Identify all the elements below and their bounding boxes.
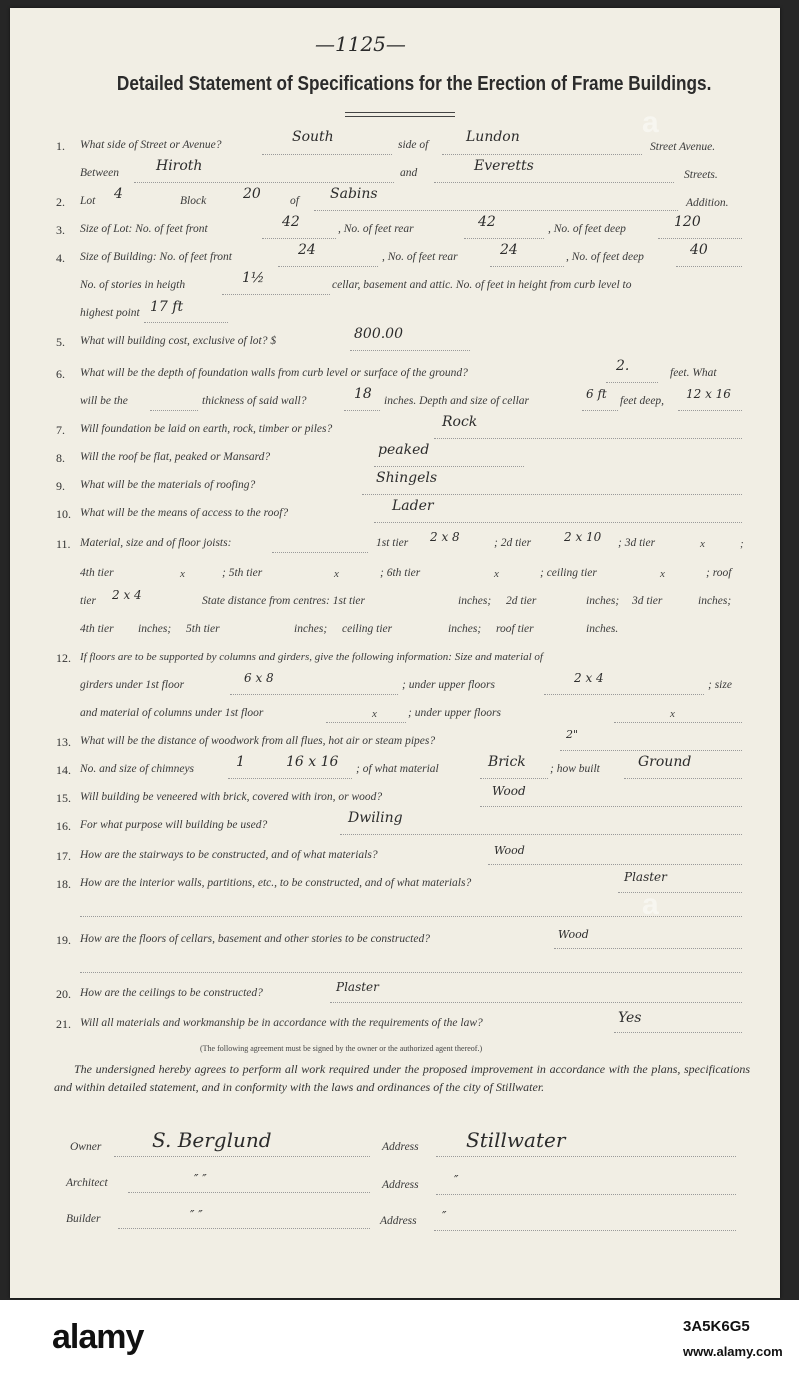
q11-dist-tier4: 4th tier [80,623,114,635]
q19-label: How are the floors of cellars, basement and other stories to be constructed? [80,933,430,945]
q11-dist-inches1: inches; [458,595,492,607]
q2-lot-value: 4 [114,186,123,202]
q3-label: Size of Lot: No. of feet front [80,223,208,235]
q11-tier1-value: 2 x 8 [430,530,460,544]
q13-number: 13. [56,735,71,749]
alamy-logo: alamy [52,1318,144,1356]
q11-tier5-label: ; 5th tier [222,567,263,579]
q4-number: 4. [56,251,65,265]
q12-size-label: ; size [708,679,732,691]
q11-tier2-label: ; 2d tier [494,537,532,549]
q21-label: Will all materials and workmanship be in accordance with the requirements of the law? [80,1017,483,1029]
q4-rear-label: , No. of feet rear [382,251,458,263]
owner-address-label: Address [382,1141,419,1153]
owner-signature: S. Berglund [152,1128,272,1152]
q11-tier1-label: 1st tier [376,537,409,549]
q13-label: What will be the distance of woodwork from all flues, hot air or steam pipes? [80,735,436,747]
q14-material-label: ; of what material [356,763,439,775]
q5-line [350,350,470,351]
q3-rear-line [464,238,544,239]
q14-count-value: 1 [236,754,245,770]
q18-line [618,892,742,893]
q2-addition-label: Addition. [686,197,729,209]
q11-dist-tier3: 3d tier [632,595,663,607]
q13-value: 2" [566,728,579,741]
q7-line [434,438,742,439]
q3-deep-value: 120 [674,214,701,230]
q16-value: Dwiling [348,810,403,826]
q11-number: 11. [56,537,71,551]
q8-number: 8. [56,451,65,465]
q1-side-value: South [292,129,334,145]
q3-deep-label: , No. of feet deep [548,223,626,235]
q4-highest-line [144,322,228,323]
q2-of-label: of [290,195,299,207]
q3-deep-line [658,238,742,239]
q4-stories-value: 1½ [242,270,265,286]
builder-line [118,1228,370,1229]
q18-number: 18. [56,877,71,891]
q11-dist-inches5: inches; [294,623,328,635]
q12-line2b: ; under upper floors [402,679,495,691]
q17-label: How are the stairways to be constructed, and of what materials? [80,849,378,861]
q6-depth-value: 2. [616,358,630,374]
q20-value: Plaster [336,980,379,994]
q6-depth-line [606,382,658,383]
q11-dist-inches6: inches; [448,623,482,635]
q4-highest-value: 17 ft [150,299,184,315]
q11-dist-inches3: inches; [698,595,732,607]
architect-label: Architect [66,1177,108,1189]
architect-address-line [436,1194,736,1195]
q11-ceiling-x: x [660,568,665,580]
q19-number: 19. [56,933,71,947]
image-id: 3A5K6G5 [683,1318,750,1335]
q1-and-label: and [400,167,418,179]
q12-line1: If floors are to be supported by columns and girders, give the following information: Size and material of [80,651,543,663]
q8-value: peaked [378,442,430,458]
q3-rear-value: 42 [478,214,496,230]
q13-line [560,750,742,751]
q11-dist-tier2: 2d tier [506,595,537,607]
q19-extra-line [80,972,742,973]
q14-material-line [480,778,548,779]
owner-line [114,1156,370,1157]
q16-label: For what purpose will building be used? [80,819,268,831]
q15-value: Wood [492,784,526,798]
q7-value: Rock [442,414,478,430]
q14-label: No. and size of chimneys [80,763,195,775]
q11-ceiling-label: ; ceiling tier [540,567,597,579]
q6-feetdeep-label: feet deep, [620,395,665,407]
q6-blank-line [150,410,198,411]
q1-number: 1. [56,139,65,153]
q9-value: Shingels [376,470,438,486]
q12-line3a: and material of columns under 1st floor [80,707,264,719]
q1-label: What side of Street or Avenue? [80,139,222,151]
q5-value: 800.00 [354,326,403,342]
q6-line2a: will be the [80,395,128,407]
q4-front-value: 24 [298,242,316,258]
q21-value: Yes [618,1010,642,1026]
q4-stories-line [222,294,330,295]
q4-deep-value: 40 [690,242,708,258]
q12-number: 12. [56,651,71,665]
q11-tier2-value: 2 x 10 [564,530,602,544]
q12-line2a: girders under 1st floor [80,679,185,691]
q4-rear-value: 24 [500,242,518,258]
q6-thickness-value: 18 [354,386,372,402]
q4-deep-label: , No. of feet deep [566,251,644,263]
q14-built-label: ; how built [550,763,600,775]
q8-line [374,466,524,467]
q1-between-label: Between [80,167,119,179]
q1-between-value: Hiroth [156,158,203,174]
q4-cellar-label: cellar, basement and attic. No. of feet in height from curb level to [332,279,632,291]
q10-value: Lader [392,498,434,514]
q4-highest-label: highest point [80,307,140,319]
q11-semi1: ; [740,538,744,550]
builder-address-line [434,1230,736,1231]
document-number: —1125— [315,32,406,56]
q4-front-line [278,266,378,267]
builder-address-label: Address [380,1215,417,1227]
q14-built-line [624,778,742,779]
q4-label: Size of Building: No. of feet front [80,251,232,263]
q12-column2-line [614,722,742,723]
q1-side-of-label: side of [398,139,429,151]
owner-address-line [436,1156,736,1157]
q18-value: Plaster [624,870,667,884]
q8-label: Will the roof be flat, peaked or Mansard? [80,451,271,463]
builder-value: ″ ″ [190,1208,203,1222]
q14-size-line [228,778,352,779]
q1-and-value: Everetts [474,158,534,174]
q12-column1-x: x [372,708,377,720]
q2-lot-label: Lot [80,195,96,207]
q20-line [330,1002,742,1003]
q21-line [614,1032,742,1033]
q12-column2-x: x [670,708,675,720]
q12-girder2-line [544,694,704,695]
q19-value: Wood [558,928,589,941]
q12-girder1-value: 6 x 8 [244,671,274,685]
q3-rear-label: , No. of feet rear [338,223,414,235]
watermark-url: www.alamy.com [683,1344,783,1359]
q5-label: What will building cost, exclusive of lot? $ [80,335,277,347]
architect-line [128,1192,370,1193]
architect-address-value: ″ [454,1173,459,1187]
q15-number: 15. [56,791,71,805]
q1-between-line [134,182,394,183]
q1-street-avenue: Street Avenue. [650,141,716,153]
q11-tier5-x: x [334,568,339,580]
q11-dist-inches4: inches; [138,623,172,635]
q14-built-value: Ground [638,754,692,770]
q11-roof-label: ; roof [706,567,732,579]
q1-street-value: Lundon [466,129,520,145]
q5-number: 5. [56,335,65,349]
agreement-note: (The following agreement must be signed by the owner or the authorized agent thereof.) [200,1044,483,1053]
q20-number: 20. [56,987,71,1001]
q18-label: How are the interior walls, partitions, etc., to be constructed, and of what materials? [80,877,472,889]
q17-value: Wood [494,844,525,857]
owner-address-value: Stillwater [466,1128,566,1152]
q6-size-value: 12 x 16 [686,387,731,401]
q1-and-line [434,182,674,183]
q9-number: 9. [56,479,65,493]
q11-dist-roof: roof tier [496,623,534,635]
q2-block-value: 20 [243,186,261,202]
q16-number: 16. [56,819,71,833]
q6-size-line [678,410,742,411]
owner-label: Owner [70,1141,102,1153]
q17-line [488,864,742,865]
q11-dist-label: State distance from centres: 1st tier [202,595,365,607]
q14-material-value: Brick [488,754,526,770]
q10-number: 10. [56,507,71,521]
architect-address-label: Address [382,1179,419,1191]
title-ornament [345,112,455,117]
q12-girder1-line [230,694,398,695]
q11-tier6-x: x [494,568,499,580]
q11-dist-inches7: inches. [586,623,619,635]
watermark-right: a [642,888,659,921]
q7-number: 7. [56,423,65,437]
q6-feet-label: feet. What [670,367,717,379]
q11-dist-tier5: 5th tier [186,623,220,635]
q11-tier-label: tier [80,595,96,607]
q6-cellar-line [582,410,618,411]
q11-tier4-x: x [180,568,185,580]
q16-line [340,834,742,835]
q2-number: 2. [56,195,65,209]
q14-number: 14. [56,763,71,777]
q3-front-line [262,238,336,239]
q2-block-label: Block [180,195,207,207]
q11-tier4-label: 4th tier [80,567,114,579]
q2-addition-value: Sabins [330,186,378,202]
q1-streets: Streets. [684,169,718,181]
q10-line [374,522,742,523]
q6-label: What will be the depth of foundation walls from curb level or surface of the ground? [80,367,468,379]
q12-line3b: ; under upper floors [408,707,501,719]
q11-label: Material, size and of floor joists: [80,537,232,549]
q10-label: What will be the means of access to the roof? [80,507,289,519]
q19-line [554,948,742,949]
q20-label: How are the ceilings to be constructed? [80,987,263,999]
q11-tier3-label: ; 3d tier [618,537,656,549]
agreement-text: The undersigned hereby agrees to perform all work required under the proposed improvement in accordance with the plans, specifications and within detailed statement, and in conformity with the laws and ordinances of the city of Stillwater. [54,1062,750,1094]
q12-girder2-value: 2 x 4 [574,671,604,685]
q3-front-value: 42 [282,214,300,230]
q21-number: 21. [56,1017,71,1031]
q3-number: 3. [56,223,65,237]
q17-number: 17. [56,849,71,863]
q4-stories-label: No. of stories in heigth [80,279,186,291]
q12-column1-line [326,722,406,723]
q11-dist-ceiling: ceiling tier [342,623,393,635]
q6-thickness-line [344,410,380,411]
q11-tier6-label: ; 6th tier [380,567,421,579]
q6-line2b: thickness of said wall? [202,395,307,407]
q7-label: Will foundation be laid on earth, rock, timber or piles? [80,423,333,435]
q11-roof-value: 2 x 4 [112,588,142,602]
q6-number: 6. [56,367,65,381]
architect-value: ″ ″ [194,1172,207,1186]
q9-label: What will be the materials of roofing? [80,479,256,491]
q9-line [362,494,742,495]
q6-inches-label: inches. Depth and size of cellar [384,395,530,407]
q1-side-line [262,154,392,155]
builder-address-value: ″ [442,1209,447,1223]
q6-cellar-value: 6 ft [586,387,607,401]
q11-tier3-x: x [700,538,705,550]
q1-street-line [442,154,642,155]
q14-size-value: 16 x 16 [286,754,339,770]
q11-dist-inches2: inches; [586,595,620,607]
form-title: Detailed Statement of Specifications for the Erection of Frame Buildings. [116,73,712,95]
watermark-top: a [642,106,659,139]
form-paper [10,8,780,1298]
q15-line [480,806,742,807]
q2-addition-line [314,210,678,211]
builder-label: Builder [66,1213,101,1225]
q4-deep-line [676,266,742,267]
q15-label: Will building be veneered with brick, covered with iron, or wood? [80,791,383,803]
q4-rear-line [490,266,564,267]
q11-material-line [272,552,368,553]
